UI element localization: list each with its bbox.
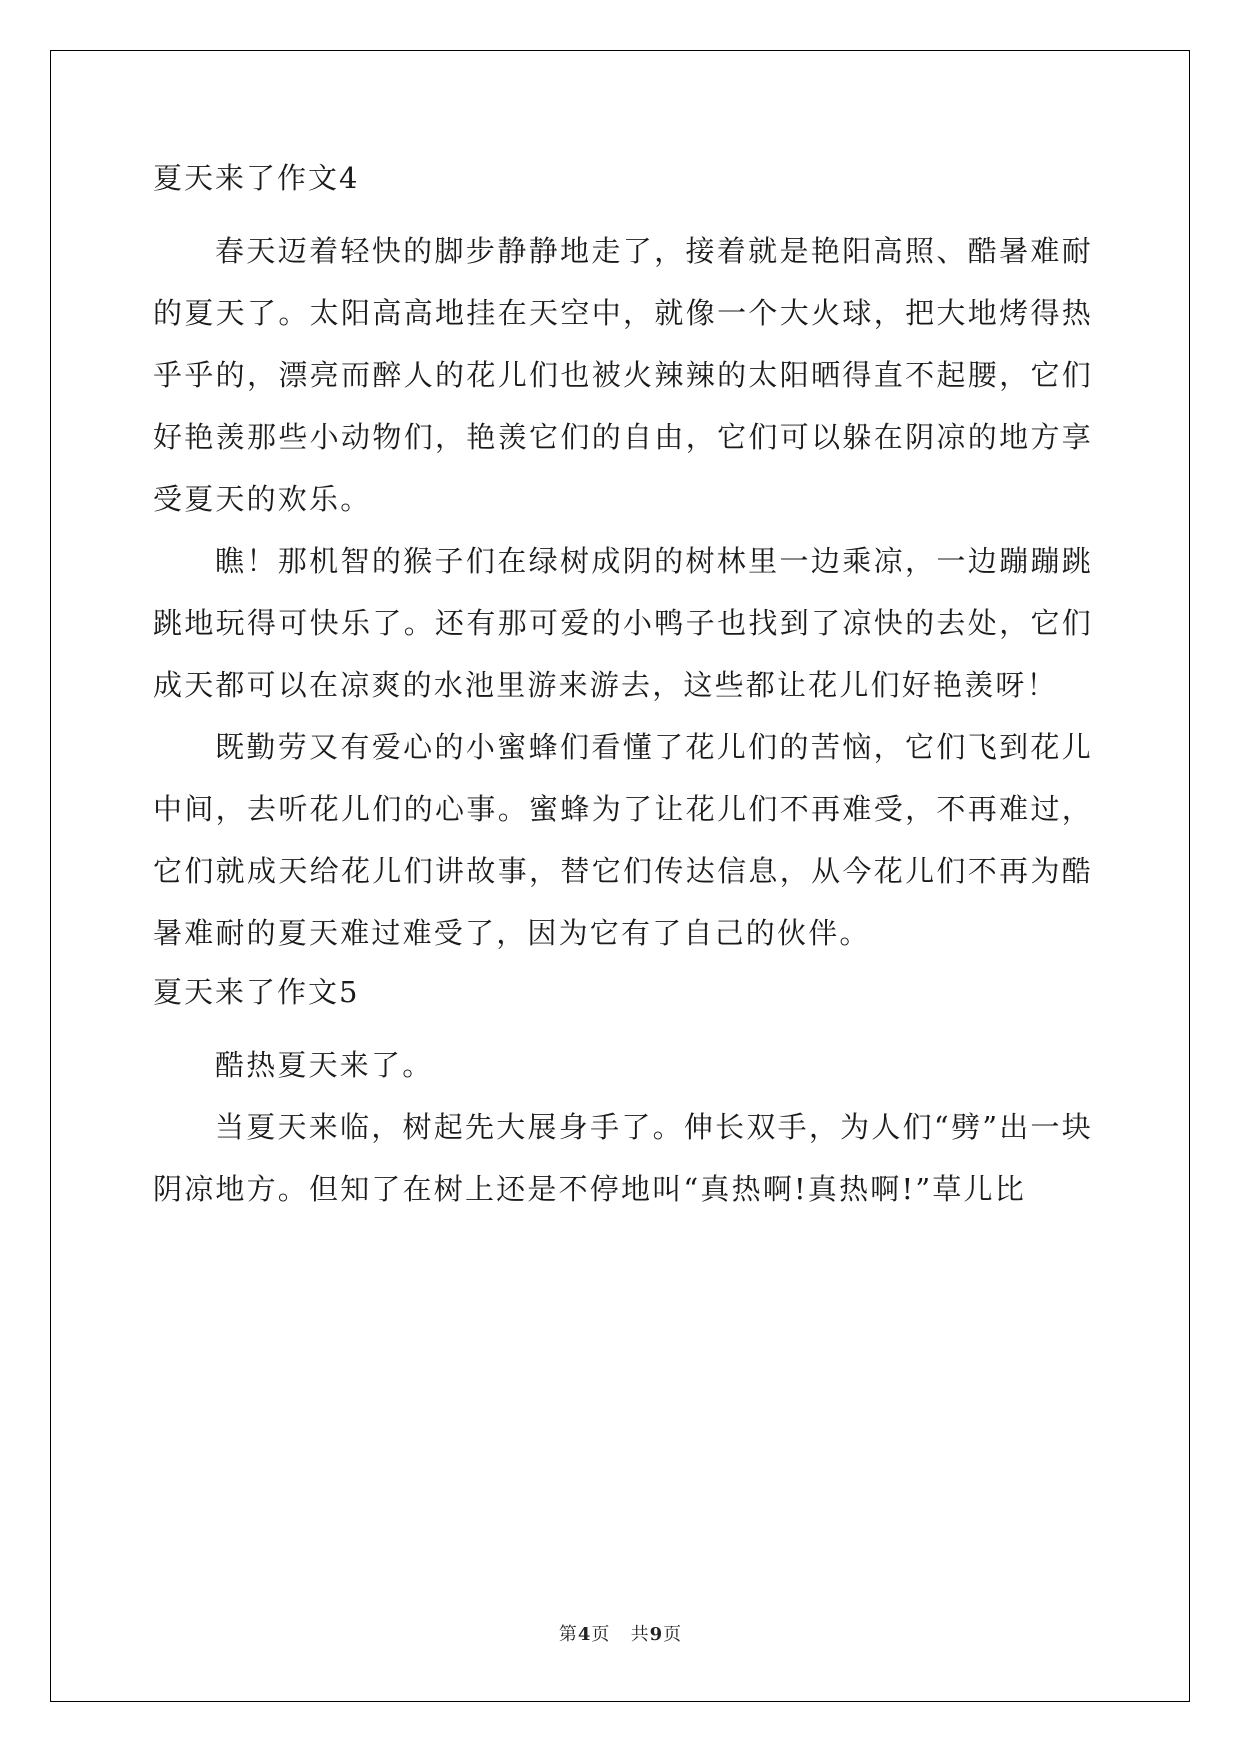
paragraph: 春天迈着轻快的脚步静静地走了，接着就是艳阳高照、酷暑难耐的夏天了。太阳高高地挂在天空中，就像一个大火球，把大地烤得热乎乎的，漂亮而醉人的花儿们也被火辣辣的太阳晒得直不起腰，它们好艳羡那些小动物们，艳羡它们的自由，它们可以躲在阴凉的地方享受夏天的欢乐。 (153, 234, 1093, 516)
paragraph: 酷热夏天来了。 (215, 1048, 434, 1082)
footer-total-pages: 9 (649, 1624, 664, 1645)
footer-suffix: 页 (663, 1624, 683, 1645)
document-body (153, 160, 1093, 1220)
section-heading: 夏天来了作文5 (153, 975, 360, 1009)
section-2 (153, 974, 1093, 1220)
footer-mid: 页 共 (591, 1624, 650, 1645)
page-footer (0, 1620, 1241, 1646)
paragraph: 瞧！那机智的猴子们在绿树成阴的树林里一边乘凉，一边蹦蹦跳跳地玩得可快乐了。还有那可爱的小鸭子也找到了凉快的去处，它们成天都可以在凉爽的水池里游来游去，这些都让花儿们好艳羡呀！ (153, 544, 1093, 702)
footer-page-number: 4 (577, 1624, 592, 1645)
paragraph: 当夏天来临，树起先大展身手了。伸长双手，为人们“劈”出一块阴凉地方。但知了在树上还是不停地叫“真热啊!真热啊!”草儿比 (153, 1110, 1093, 1206)
footer-prefix: 第 (558, 1624, 578, 1645)
section-1 (153, 160, 1093, 964)
paragraph: 既勤劳又有爱心的小蜜蜂们看懂了花儿们的苦恼，它们飞到花儿中间，去听花儿们的心事。蜜蜂为了让花儿们不再难受，不再难过，它们就成天给花儿们讲故事，替它们传达信息，从今花儿们不再为酷暑难耐的夏天难过难受了，因为它有了自己的伙伴。 (153, 730, 1093, 950)
section-heading: 夏天来了作文4 (153, 161, 360, 195)
